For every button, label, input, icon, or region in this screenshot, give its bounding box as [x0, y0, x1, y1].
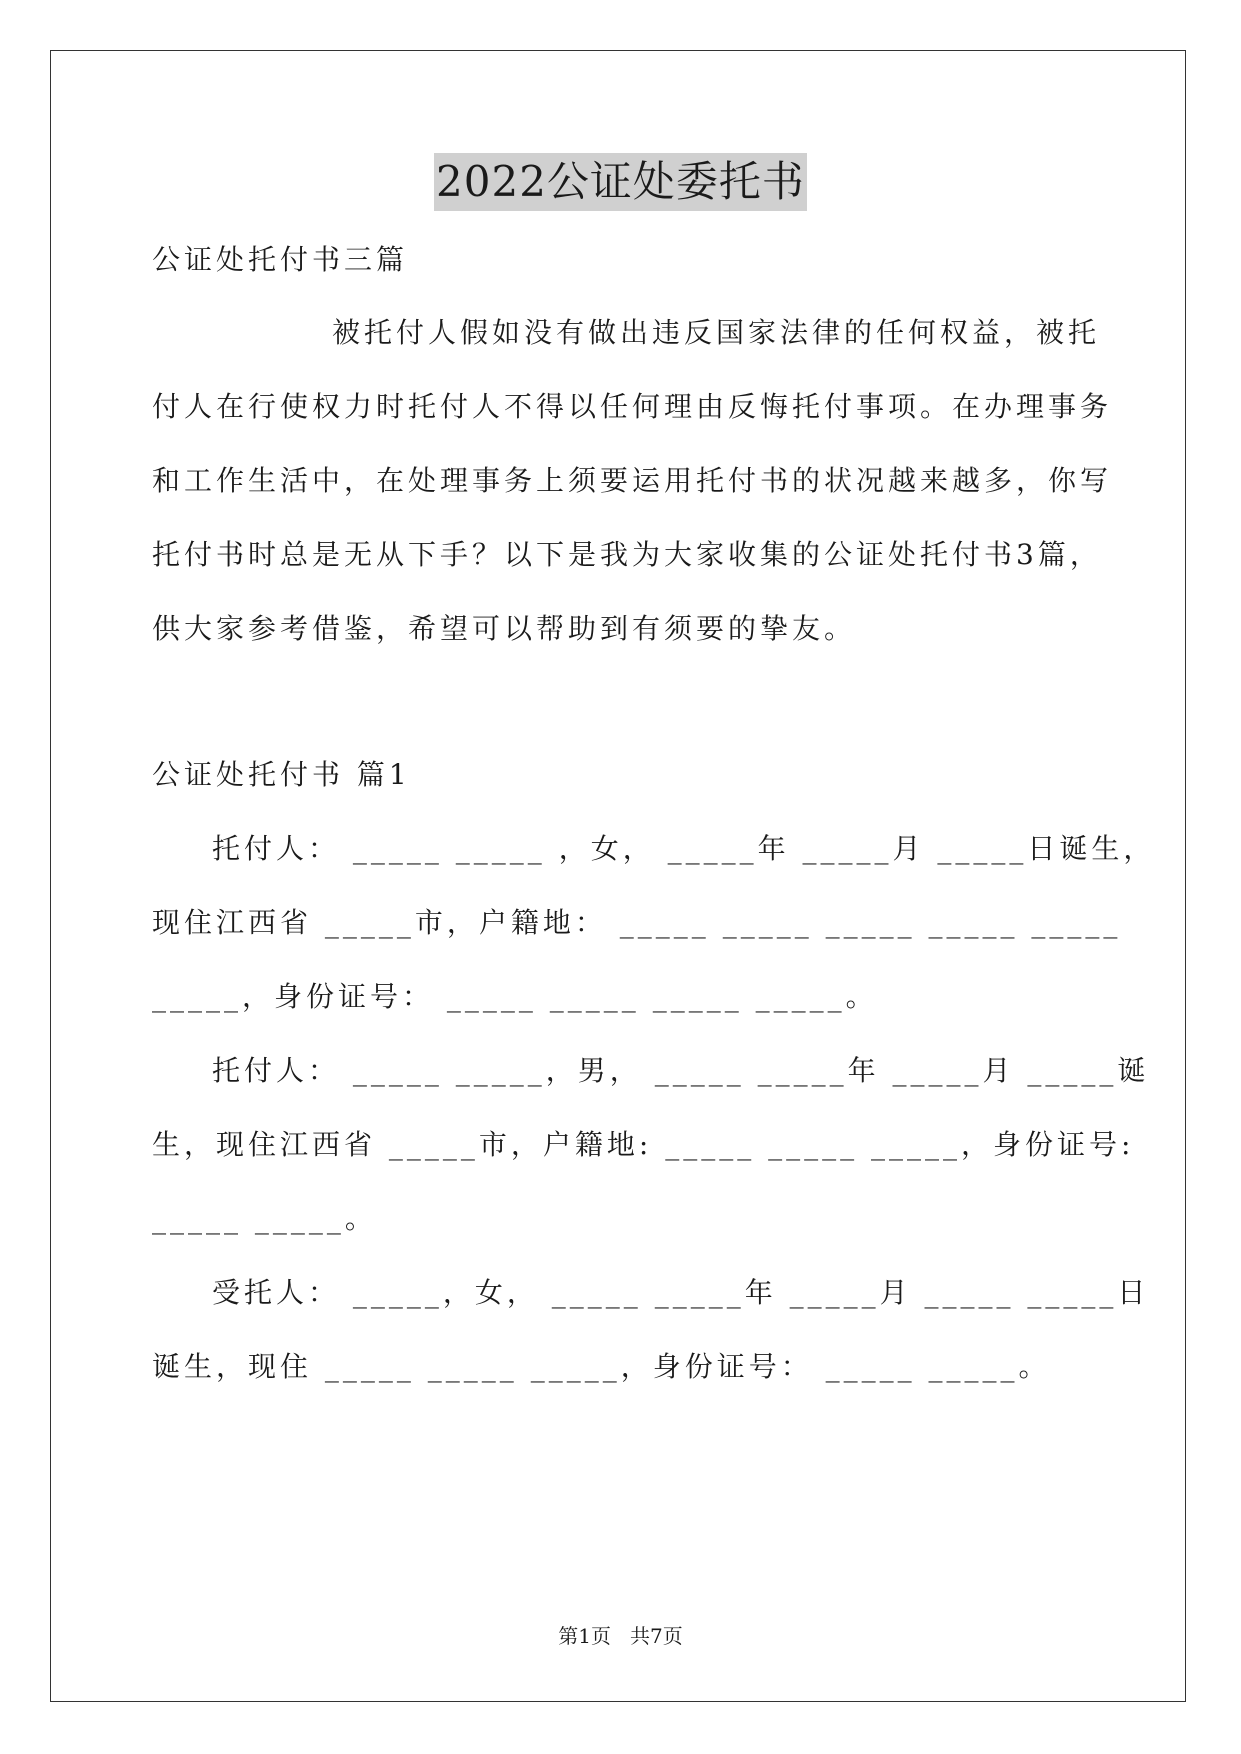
form-line: 诞生，现住 _____ _____ _____，身份证号： _____ _____。 — [152, 1350, 1051, 1383]
form-line: 生，现住江西省 _____市，户籍地: _____ _____ _____，身份证号: — [152, 1128, 1135, 1161]
intro-line: 托付书时总是无从下手？以下是我为大家收集的公证处托付书3篇， — [152, 538, 1102, 571]
document-subtitle: 公证处托付书三篇 — [152, 243, 409, 276]
form-line: _____，身份证号： _____ _____ _____ _____。 — [152, 980, 878, 1013]
intro-line: 付人在行使权力时托付人不得以任何理由反悔托付事项。在办理事务 — [152, 390, 1113, 423]
form-line: 现住江西省 _____市，户籍地： _____ _____ _____ _____ _____ — [152, 906, 1122, 939]
page-indicator: 第1页 共7页 — [558, 1624, 683, 1648]
page-border — [50, 50, 1186, 1702]
form-line: 受托人： _____，女， _____ _____年 _____月 _____ _____日 — [212, 1276, 1150, 1309]
form-line: 托付人： _____ _____ ，女， _____年 _____月 _____日诞生， — [212, 832, 1156, 865]
section-heading: 公证处托付书 篇1 — [152, 758, 411, 791]
intro-line: 被托付人假如没有做出违反国家法律的任何权益，被托 — [332, 316, 1101, 349]
form-line: _____ _____。 — [152, 1202, 377, 1235]
intro-line: 供大家参考借鉴，希望可以帮助到有须要的挚友。 — [152, 612, 857, 645]
form-line: 托付人： _____ _____，男， _____ _____年 _____月 _____诞 — [212, 1054, 1150, 1087]
document-title: 2022公证处委托书 — [434, 153, 807, 211]
title-container — [0, 153, 1241, 211]
intro-line: 和工作生活中，在处理事务上须要运用托付书的状况越来越多，你写 — [152, 464, 1113, 497]
